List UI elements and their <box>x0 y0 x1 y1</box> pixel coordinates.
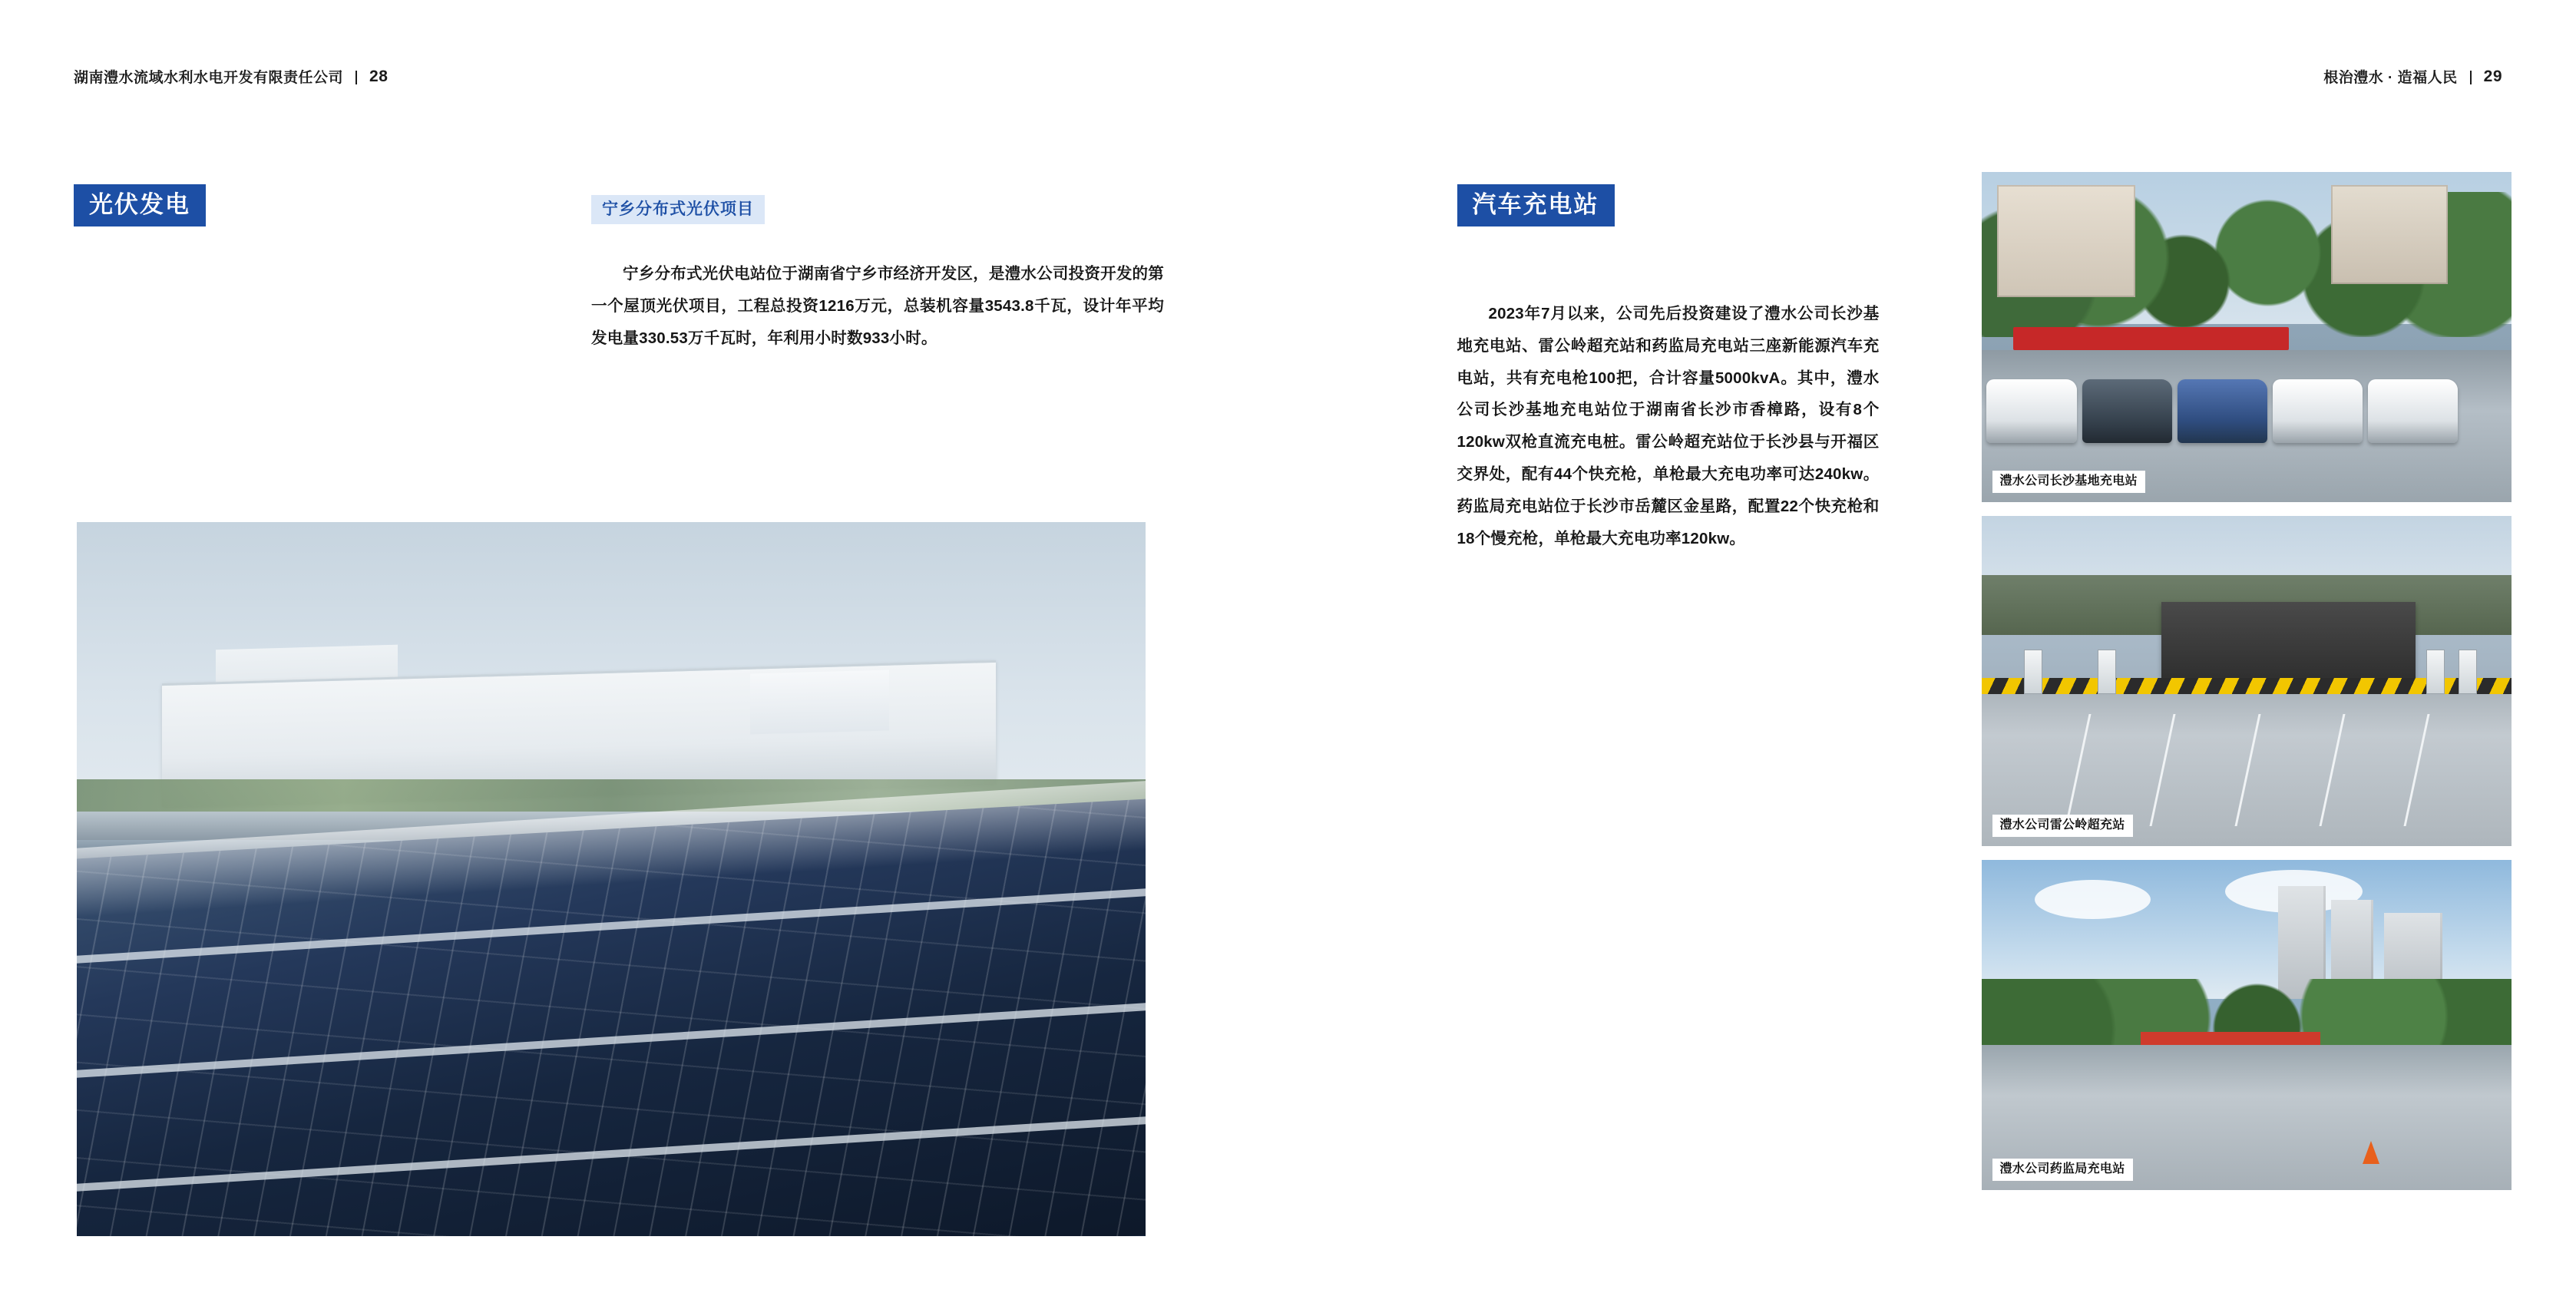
cs2-charger-post-4 <box>2459 650 2477 694</box>
cs2-charger-post-1 <box>2024 650 2042 694</box>
left-body-text <box>591 258 1164 354</box>
running-head-divider <box>355 71 357 84</box>
cs1-red-banner <box>2013 327 2289 350</box>
photo-caption-3: 澧水公司药监局充电站 <box>1992 1159 2133 1181</box>
subsection-title-ningxiang-project: 宁乡分布式光伏项目 <box>591 195 765 224</box>
right-page <box>1288 0 2576 1306</box>
cs1-car-5 <box>2368 379 2458 443</box>
right-body-paragraph: 2023年7月以来，公司先后投资建设了澧水公司长沙基地充电站、雷公岭超充站和药监局充电站三座新能源汽车充电站，共有充电枪100把，合计容量5000kvA。其中，澧水公司长沙基地充电站位于湖南省长沙市香樟路，设有8个120kw双枪直流充电桩。雷公岭超充站位于长沙县与开福区交界处，配有44个快充枪，单枪最大充电功率可达240kw。药监局充电站位于长沙市岳麓区金星路，配置22个快充枪和18个慢充枪，单枪最大充电功率120kw。 <box>1457 305 1880 547</box>
solar-treeline <box>77 779 1146 812</box>
photo-changsha-base-charging-station <box>1982 172 2512 502</box>
running-head-divider-right <box>2470 71 2472 84</box>
cs3-traffic-cone <box>2363 1141 2379 1164</box>
left-page-number: 28 <box>369 67 389 85</box>
cs1-building-right <box>2331 185 2448 284</box>
cs1-car-3 <box>2178 379 2267 443</box>
section-title-charging-station: 汽车充电站 <box>1457 184 1615 226</box>
right-running-head <box>2323 66 2502 87</box>
right-running-head-text: 根治澧水 · 造福人民 <box>2323 70 2458 86</box>
photo-caption-1: 澧水公司长沙基地充电站 <box>1992 471 2145 493</box>
right-page-number: 29 <box>2483 67 2502 85</box>
left-body-paragraph: 宁乡分布式光伏电站位于湖南省宁乡市经济开发区，是澧水公司投资开发的第一个屋顶光伏项目，工程总投资1216万元，总装机容量3543.8千瓦，设计年平均发电量330.53万千瓦时，年利用小时数933小时。 <box>591 265 1164 347</box>
cs1-car-row <box>1982 357 2512 443</box>
cs2-charger-post-3 <box>2426 650 2445 694</box>
photo-drug-administration-charging-station <box>1982 860 2512 1190</box>
solar-building-right <box>750 670 889 735</box>
cs3-cloud-1 <box>2035 880 2151 920</box>
cs2-canopy-structure <box>2161 602 2416 688</box>
cs1-car-2 <box>2082 379 2172 443</box>
left-running-head <box>74 66 388 87</box>
section-title-photovoltaic: 光伏发电 <box>74 184 206 226</box>
photo-leigongling-supercharging-station <box>1982 516 2512 846</box>
cs2-charger-post-2 <box>2098 650 2116 694</box>
cs1-car-1 <box>1986 379 2076 443</box>
cs1-building-left <box>1997 185 2135 297</box>
cs1-car-4 <box>2273 379 2363 443</box>
left-running-head-text: 湖南澧水流域水利水电开发有限责任公司 <box>74 70 344 86</box>
photo-rooftop-solar-array <box>77 522 1146 1236</box>
photo-caption-2: 澧水公司雷公岭超充站 <box>1992 815 2133 837</box>
right-body-text <box>1457 298 1880 555</box>
